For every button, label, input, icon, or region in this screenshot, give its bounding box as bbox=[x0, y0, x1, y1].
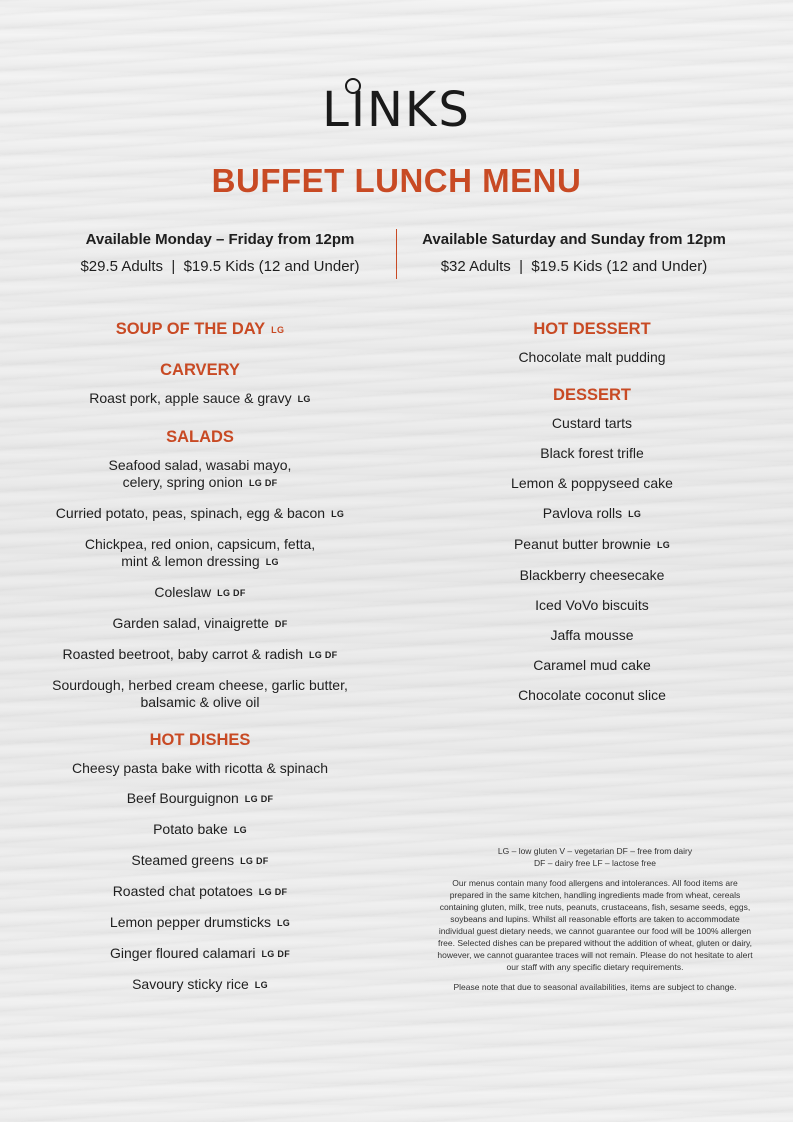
menu-item-name-continued: mint & lemon dressing bbox=[121, 553, 260, 569]
availability-prices: $32 Adults | $19.5 Kids (12 and Under) bbox=[440, 258, 708, 275]
dietary-tag: LG DF bbox=[248, 478, 278, 488]
menu-item bbox=[40, 821, 360, 839]
menu-item bbox=[432, 349, 752, 366]
page-title: BUFFET LUNCH MENU bbox=[211, 162, 582, 199]
menu-item-name-continued: celery, spring onion bbox=[122, 474, 243, 490]
menu-item bbox=[40, 883, 360, 901]
dietary-legend bbox=[435, 845, 755, 1001]
menu-item bbox=[432, 657, 752, 674]
dietary-tag: LG DF bbox=[261, 949, 290, 959]
menu-item-name: Potato bake bbox=[153, 821, 228, 837]
section-title-text: DESSERT bbox=[553, 386, 631, 404]
menu-item-name: Peanut butter brownie bbox=[513, 536, 651, 552]
section-title bbox=[40, 359, 360, 381]
availability-heading: Available Saturday and Sunday from 12pm bbox=[422, 231, 726, 248]
section-title-text: HOT DESSERT bbox=[533, 320, 651, 338]
dietary-tag: LG bbox=[331, 509, 345, 519]
section-title bbox=[40, 318, 360, 341]
dietary-tag: DF bbox=[274, 619, 288, 629]
menu-item bbox=[432, 475, 752, 492]
menu-item bbox=[432, 536, 752, 554]
menu-item-name: Jaffa mousse bbox=[550, 627, 634, 643]
menu-item-name: Lemon & poppyseed cake bbox=[511, 475, 673, 491]
menu-item bbox=[432, 505, 752, 523]
availability-prices: $29.5 Adults | $19.5 Kids (12 and Under) bbox=[80, 258, 360, 275]
menu-item bbox=[432, 597, 752, 614]
menu-item bbox=[40, 536, 360, 571]
menu-item-name: Coleslaw bbox=[154, 584, 212, 600]
availability-heading: Available Monday – Friday from 12pm bbox=[85, 231, 355, 248]
menu-item-name: Seafood salad, wasabi mayo, bbox=[108, 457, 292, 473]
menu-item-name: Ginger floured calamari bbox=[109, 945, 256, 961]
section-title-text: SALADS bbox=[166, 428, 234, 446]
dietary-tag: LG DF bbox=[258, 887, 288, 897]
section-title-text: HOT DISHES bbox=[149, 731, 251, 749]
dietary-tag: LG bbox=[271, 325, 285, 335]
dietary-tag: LG DF bbox=[308, 650, 338, 660]
golf-ball-icon bbox=[345, 78, 361, 94]
menu-item-name: Curried potato, peas, spinach, egg & bacon bbox=[55, 505, 326, 521]
dietary-tag: LG bbox=[297, 394, 311, 404]
dietary-tag: LG DF bbox=[217, 588, 246, 598]
dietary-tag: LG bbox=[276, 918, 291, 928]
menu-item bbox=[40, 646, 360, 664]
menu-item bbox=[432, 627, 752, 644]
section-gap bbox=[40, 408, 360, 426]
menu-item-name: Garden salad, vinaigrette bbox=[112, 615, 269, 631]
availability-weekend bbox=[384, 230, 764, 278]
menu-item-name: Custard tarts bbox=[551, 415, 633, 431]
menu-item-name: Roast pork, apple sauce & gravy bbox=[89, 390, 292, 406]
dietary-tag: LG bbox=[254, 980, 268, 990]
menu-column-right bbox=[432, 318, 752, 704]
menu-item bbox=[40, 615, 360, 633]
menu-item bbox=[40, 976, 360, 994]
menu-item-name: Steamed greens bbox=[131, 852, 235, 868]
menu-item bbox=[40, 505, 360, 523]
menu-item-name: Savoury sticky rice bbox=[132, 976, 249, 992]
menu-item-name-continued: balsamic & olive oil bbox=[140, 694, 260, 710]
menu-item bbox=[40, 677, 360, 711]
section-gap bbox=[40, 711, 360, 729]
section-title-text: CARVERY bbox=[160, 361, 240, 379]
menu-item bbox=[40, 760, 360, 777]
section-title-text: SOUP OF THE DAY bbox=[115, 320, 266, 338]
menu-item bbox=[432, 687, 752, 704]
menu-item bbox=[40, 584, 360, 602]
menu-item-name: Blackberry cheesecake bbox=[519, 567, 665, 583]
menu-item bbox=[40, 914, 360, 932]
menu-item-name: Roasted beetroot, baby carrot & radish bbox=[62, 646, 303, 662]
availability-weekday bbox=[30, 230, 410, 278]
menu-item bbox=[40, 390, 360, 408]
menu-item bbox=[40, 457, 360, 492]
dietary-tag: LG bbox=[628, 509, 642, 519]
menu-item bbox=[40, 790, 360, 808]
menu-column-left bbox=[40, 318, 360, 994]
menu-item-name: Chocolate malt pudding bbox=[518, 349, 666, 365]
menu-item-name: Cheesy pasta bake with ricotta & spinach bbox=[71, 760, 329, 776]
menu-item-name: Pavlova rolls bbox=[542, 505, 623, 521]
section-gap bbox=[40, 341, 360, 359]
section-title bbox=[432, 384, 752, 406]
dietary-tag: LG bbox=[656, 540, 671, 550]
menu-item-name: Lemon pepper drumsticks bbox=[109, 914, 271, 930]
legend-line: DF – dairy free LF – lactose free bbox=[534, 858, 656, 868]
menu-item bbox=[40, 945, 360, 963]
menu-item bbox=[432, 445, 752, 462]
menu-item bbox=[432, 415, 752, 432]
allergen-note: Our menus contain many food allergens and intolerances. All food items are prepared in the same kitchen, handling ingredients made from wheat, cereals containing gluten, milk, tree nuts, peanuts, crustaceans, fish, sesame seeds, eggs, soybeans and lupins. Whilst all reasonable efforts are taken to accommodate individual guest dietary needs, we cannot guarantee our food will be 100% allergen free. Selected dishes can be prepared without the addition of wheat, gluten or dairy, however, we cannot guarantee traces will not remain. Please do not hesitate to alert our staff with any specific dietary requirements. bbox=[437, 878, 753, 972]
legend-line: LG – low gluten V – vegetarian DF – free from dairy bbox=[497, 846, 693, 856]
section-title bbox=[40, 729, 360, 751]
menu-item bbox=[40, 852, 360, 870]
menu-item-name: Chickpea, red onion, capsicum, fetta, bbox=[84, 536, 316, 552]
menu-item-name: Roasted chat potatoes bbox=[112, 883, 253, 899]
menu-item bbox=[432, 567, 752, 584]
logo bbox=[0, 80, 793, 140]
dietary-tag: LG bbox=[233, 825, 247, 835]
seasonal-note: Please note that due to seasonal availabilities, items are subject to change. bbox=[453, 982, 737, 992]
dietary-tag: LG DF bbox=[244, 794, 274, 804]
dietary-tag: LG DF bbox=[240, 856, 269, 866]
menu-item-name: Chocolate coconut slice bbox=[518, 687, 666, 703]
dietary-tag: LG bbox=[265, 557, 279, 567]
menu-item-name: Black forest trifle bbox=[540, 445, 644, 461]
section-title bbox=[40, 426, 360, 448]
menu-item-name: Sourdough, herbed cream cheese, garlic butter, bbox=[52, 677, 348, 693]
logo-text: LINKS bbox=[322, 82, 471, 138]
menu-item-name: Caramel mud cake bbox=[533, 657, 651, 673]
section-title bbox=[432, 318, 752, 340]
menu-item-name: Iced VoVo biscuits bbox=[535, 597, 649, 613]
menu-item-name: Beef Bourguignon bbox=[126, 790, 239, 806]
section-gap bbox=[432, 366, 752, 384]
